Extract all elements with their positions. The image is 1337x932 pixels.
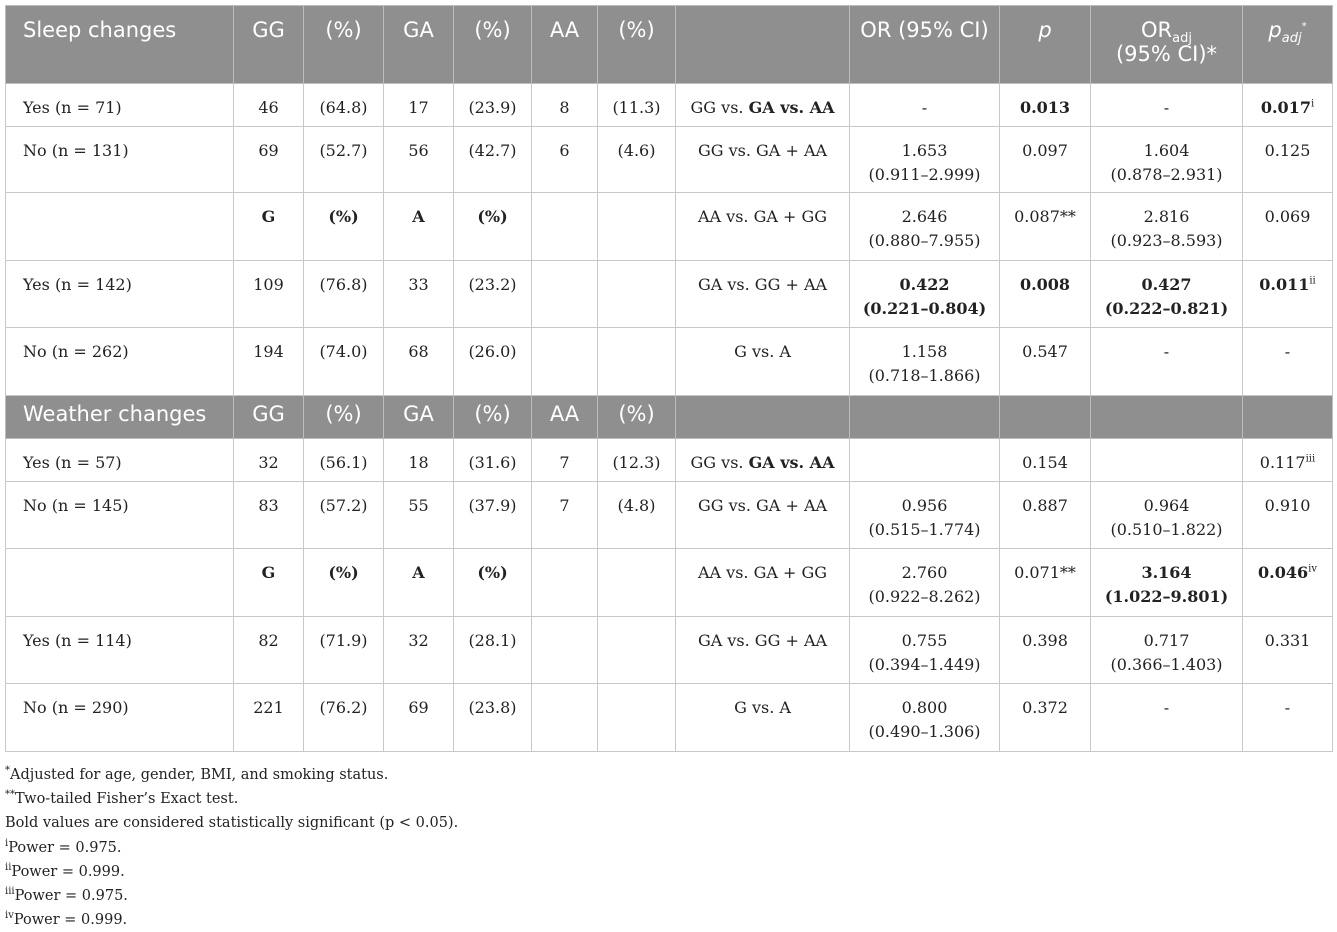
footnote: **Two-tailed Fisher’s Exact test.	[5, 789, 239, 808]
footnote: Bold values are considered statistically significant (p < 0.05).	[5, 815, 459, 832]
row-label	[6, 193, 234, 261]
cell-gg: 32	[234, 439, 304, 482]
row-label: No (n = 262)	[6, 328, 234, 396]
sleep-section-title: Sleep changes	[6, 6, 234, 84]
row-label: Yes (n = 142)	[6, 261, 234, 328]
cell-gg: 83	[234, 482, 304, 549]
cell-or: 0.755 (0.394–1.449)	[850, 617, 1000, 684]
cell-gg-pct: (56.1)	[304, 439, 384, 482]
cell-a: 68	[384, 328, 454, 396]
cell-g: 109	[234, 261, 304, 328]
cell-empty	[532, 617, 598, 684]
cell-p-adj: 0.331	[1243, 617, 1333, 684]
header-pct: (%)	[598, 396, 676, 439]
table-row	[6, 261, 1333, 328]
cell-ga: 18	[384, 439, 454, 482]
cell-empty	[598, 261, 676, 328]
row-label: No (n = 145)	[6, 482, 234, 549]
cell-p-adj: 0.017$^i$	[1243, 84, 1333, 127]
table-footnotes	[5, 763, 458, 932]
row-label: Yes (n = 57)	[6, 439, 234, 482]
row-label: No (n = 131)	[6, 127, 234, 193]
cell-aa-pct: (12.3)	[598, 439, 676, 482]
table-row	[6, 193, 1333, 261]
cell-p: 0.008	[1000, 261, 1091, 328]
header-pct: (%)	[304, 396, 384, 439]
cell-p: 0.013	[1000, 84, 1091, 127]
cell-empty	[532, 549, 598, 617]
cell-p: 0.097	[1000, 127, 1091, 193]
cell-g-header: G	[234, 549, 304, 617]
header-pct: (%)	[304, 6, 384, 84]
cell-empty	[598, 684, 676, 752]
cell-empty	[532, 328, 598, 396]
cell-gg-pct: (52.7)	[304, 127, 384, 193]
cell-aa: 6	[532, 127, 598, 193]
results-table-container	[5, 5, 1332, 752]
cell-p: 0.887	[1000, 482, 1091, 549]
cell-a-pct: (23.2)	[454, 261, 532, 328]
cell-ga-pct: (31.6)	[454, 439, 532, 482]
cell-a-pct-header: (%)	[454, 549, 532, 617]
header-gg: GG	[234, 396, 304, 439]
cell-p: 0.071**	[1000, 549, 1091, 617]
weather-section-title: Weather changes	[6, 396, 234, 439]
cell-gg: 69	[234, 127, 304, 193]
cell-model: AA vs. GA + GG	[676, 549, 850, 617]
cell-ga: 55	[384, 482, 454, 549]
cell-empty	[532, 261, 598, 328]
cell-a-header: A	[384, 549, 454, 617]
cell-or-adj: -	[1091, 84, 1243, 127]
cell-model: GG vs. GA vs. AA	[676, 84, 850, 127]
cell-g-pct-header: (%)	[304, 193, 384, 261]
cell-g-pct: (74.0)	[304, 328, 384, 396]
cell-a-pct: (28.1)	[454, 617, 532, 684]
cell-empty	[598, 617, 676, 684]
cell-or-adj: 0.717 (0.366–1.403)	[1091, 617, 1243, 684]
cell-a-pct-header: (%)	[454, 193, 532, 261]
header-empty	[1243, 396, 1333, 439]
header-empty	[1091, 396, 1243, 439]
cell-model: G vs. A	[676, 328, 850, 396]
header-or: OR (95% CI)	[850, 6, 1000, 84]
cell-a-pct: (23.8)	[454, 684, 532, 752]
header-pct: (%)	[598, 6, 676, 84]
cell-gg-pct: (57.2)	[304, 482, 384, 549]
table-row	[6, 617, 1333, 684]
header-p: p	[1000, 6, 1091, 84]
cell-g: 221	[234, 684, 304, 752]
cell-aa-pct: (4.8)	[598, 482, 676, 549]
cell-or-adj: 0.964 (0.510–1.822)	[1091, 482, 1243, 549]
cell-ga: 56	[384, 127, 454, 193]
cell-a: 69	[384, 684, 454, 752]
cell-p-adj: -	[1243, 684, 1333, 752]
cell-empty	[532, 193, 598, 261]
cell-aa: 7	[532, 439, 598, 482]
header-empty	[676, 396, 850, 439]
cell-or-adj: 3.164 (1.022–9.801)	[1091, 549, 1243, 617]
footnote: $^i$Power = 0.975.	[5, 837, 122, 856]
cell-or-adj: -	[1091, 684, 1243, 752]
cell-p: 0.087**	[1000, 193, 1091, 261]
cell-or-adj: 2.816 (0.923–8.593)	[1091, 193, 1243, 261]
table-row	[6, 439, 1333, 482]
cell-or: 0.956 (0.515–1.774)	[850, 482, 1000, 549]
cell-p-adj: -	[1243, 328, 1333, 396]
cell-ga: 17	[384, 84, 454, 127]
cell-aa: 7	[532, 482, 598, 549]
cell-p: 0.547	[1000, 328, 1091, 396]
cell-or: 0.800 (0.490–1.306)	[850, 684, 1000, 752]
cell-or: 2.646 (0.880–7.955)	[850, 193, 1000, 261]
table-row	[6, 482, 1333, 549]
cell-gg: 46	[234, 84, 304, 127]
results-table	[5, 5, 1333, 752]
header-p-adj: $p_{adj}^*$	[1243, 6, 1333, 84]
header-ga: GA	[384, 396, 454, 439]
row-label: Yes (n = 71)	[6, 84, 234, 127]
cell-empty	[598, 328, 676, 396]
cell-g: 82	[234, 617, 304, 684]
cell-aa-pct: (4.6)	[598, 127, 676, 193]
cell-or	[850, 439, 1000, 482]
cell-a-header: A	[384, 193, 454, 261]
cell-model: GG vs. GA + AA	[676, 127, 850, 193]
cell-p-adj: 0.011$^{ii}$	[1243, 261, 1333, 328]
header-empty	[1000, 396, 1091, 439]
cell-empty	[598, 193, 676, 261]
cell-model: AA vs. GA + GG	[676, 193, 850, 261]
cell-ga-pct: (23.9)	[454, 84, 532, 127]
weather-header-row	[6, 396, 1333, 439]
cell-a: 32	[384, 617, 454, 684]
cell-p-adj: 0.046$^{iv}$	[1243, 549, 1333, 617]
header-pct: (%)	[454, 6, 532, 84]
cell-or-adj: 0.427 (0.222–0.821)	[1091, 261, 1243, 328]
cell-a-pct: (26.0)	[454, 328, 532, 396]
cell-or-adj: 1.604 (0.878–2.931)	[1091, 127, 1243, 193]
cell-or-adj	[1091, 439, 1243, 482]
header-aa: AA	[532, 396, 598, 439]
table-row	[6, 328, 1333, 396]
row-label: No (n = 290)	[6, 684, 234, 752]
header-aa: AA	[532, 6, 598, 84]
cell-model: G vs. A	[676, 684, 850, 752]
sleep-header-row	[6, 6, 1333, 84]
cell-ga-pct: (37.9)	[454, 482, 532, 549]
cell-p-adj: 0.069	[1243, 193, 1333, 261]
cell-or: 1.653 (0.911–2.999)	[850, 127, 1000, 193]
cell-aa: 8	[532, 84, 598, 127]
header-model	[676, 6, 850, 84]
footnote: *Adjusted for age, gender, BMI, and smoking status.	[5, 765, 389, 783]
footnote: $^{ii}$Power = 0.999.	[5, 861, 125, 880]
cell-or: 1.158 (0.718–1.866)	[850, 328, 1000, 396]
cell-a: 33	[384, 261, 454, 328]
footnote: $^{iii}$Power = 0.975.	[5, 886, 128, 905]
cell-p-adj: 0.117$^{iii}$	[1243, 439, 1333, 482]
cell-gg-pct: (64.8)	[304, 84, 384, 127]
cell-model: GG vs. GA vs. AA	[676, 439, 850, 482]
cell-aa-pct: (11.3)	[598, 84, 676, 127]
cell-empty	[598, 549, 676, 617]
cell-g-pct: (71.9)	[304, 617, 384, 684]
cell-or: 2.760 (0.922–8.262)	[850, 549, 1000, 617]
cell-p: 0.154	[1000, 439, 1091, 482]
header-empty	[850, 396, 1000, 439]
cell-ga-pct: (42.7)	[454, 127, 532, 193]
cell-or: -	[850, 84, 1000, 127]
cell-or-adj: -	[1091, 328, 1243, 396]
header-gg: GG	[234, 6, 304, 84]
header-pct: (%)	[454, 396, 532, 439]
cell-model: GA vs. GG + AA	[676, 617, 850, 684]
table-row	[6, 127, 1333, 193]
header-or-adj: $OR_{adj}$ (95% CI)*	[1091, 6, 1243, 84]
row-label	[6, 549, 234, 617]
cell-g-pct: (76.2)	[304, 684, 384, 752]
cell-g-header: G	[234, 193, 304, 261]
cell-p-adj: 0.910	[1243, 482, 1333, 549]
table-row	[6, 549, 1333, 617]
cell-empty	[532, 684, 598, 752]
cell-model: GG vs. GA + AA	[676, 482, 850, 549]
header-ga: GA	[384, 6, 454, 84]
row-label: Yes (n = 114)	[6, 617, 234, 684]
cell-g-pct-header: (%)	[304, 549, 384, 617]
cell-g: 194	[234, 328, 304, 396]
cell-p: 0.398	[1000, 617, 1091, 684]
footnote: $^{iv}$Power = 0.999.	[5, 910, 128, 929]
cell-g-pct: (76.8)	[304, 261, 384, 328]
table-row	[6, 684, 1333, 752]
table-row	[6, 84, 1333, 127]
cell-p-adj: 0.125	[1243, 127, 1333, 193]
cell-model: GA vs. GG + AA	[676, 261, 850, 328]
cell-or: 0.422 (0.221–0.804)	[850, 261, 1000, 328]
cell-p: 0.372	[1000, 684, 1091, 752]
